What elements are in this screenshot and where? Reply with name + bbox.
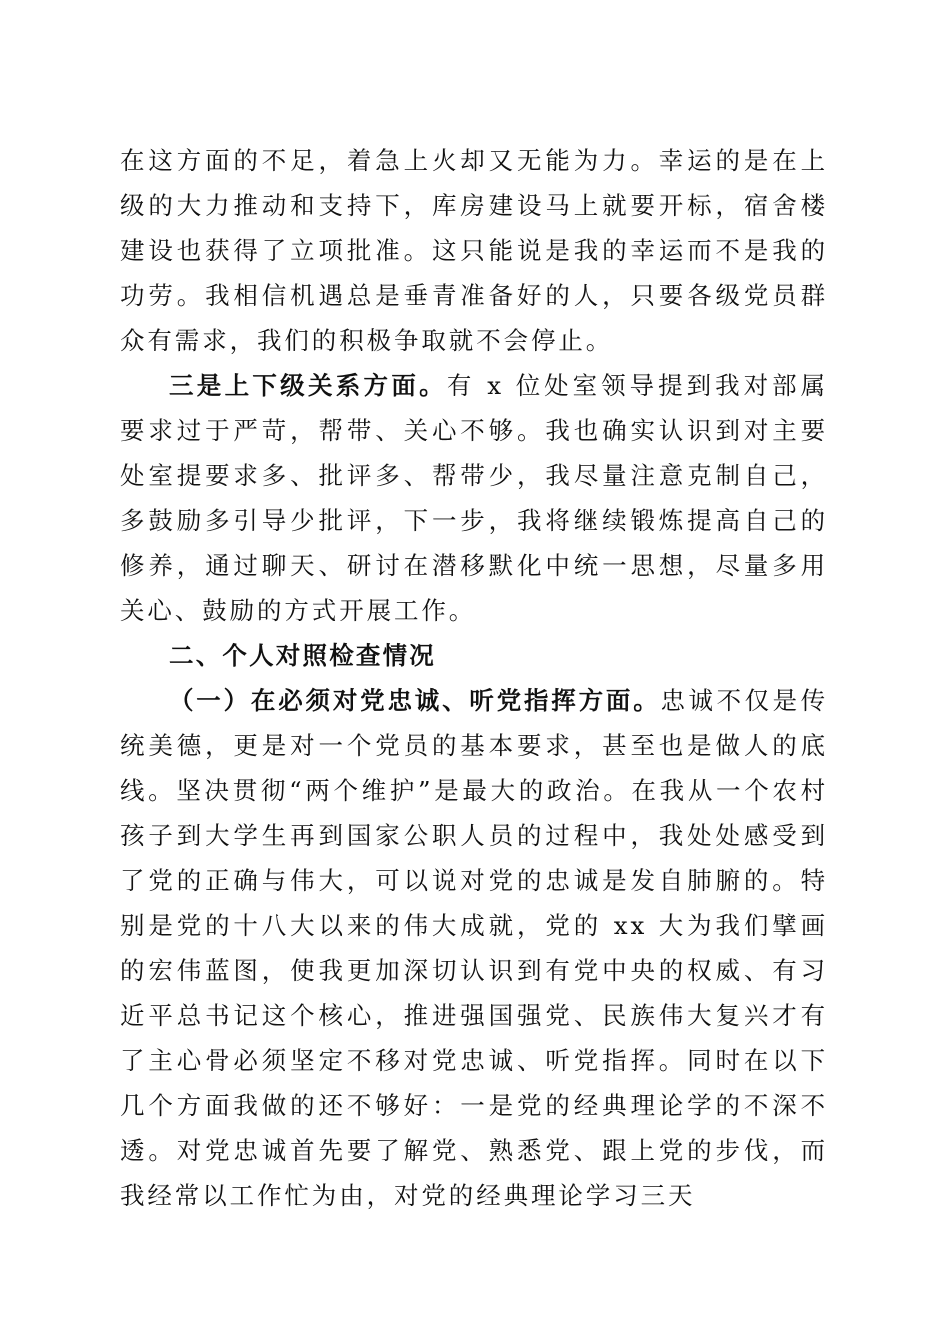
paragraph-loyalty	[120, 678, 828, 1218]
section-heading: 二、个人对照检查情况	[169, 641, 436, 670]
paragraph-lead: 三是上下级关系方面。	[169, 371, 447, 400]
paragraph-superior-subordinate	[120, 363, 828, 633]
paragraph-text: 在这方面的不足，着急上火却又无能为力。幸运的是在上级的大力推动和支持下，库房建设马上就要开标，宿舍楼建设也获得了立项批准。这只能说是我的幸运而不是我的功劳。我相信机遇总是垂青准备好的人，只要各级党员群众有需求，我们的积极争取就不会停止。	[120, 146, 828, 355]
paragraph-continued	[120, 138, 828, 363]
paragraph-text: 有 x 位处室领导提到我对部属要求过于严苛，帮带、关心不够。我也确实认识到对主要处室提要求多、批评多、帮带少，我尽量注意克制自己，多鼓励多引导少批评，下一步，我将继续锻炼提高自己的修养，通过聊天、研讨在潜移默化中统一思想，尽量多用关心、鼓励的方式开展工作。	[120, 371, 828, 625]
document-body	[120, 138, 828, 1218]
paragraph-lead: （一）在必须对党忠诚、听党指挥方面。	[169, 686, 661, 715]
paragraph-text: 忠诚不仅是传统美德，更是对一个党员的基本要求，甚至也是做人的底线。坚决贯彻“两个维护”是最大的政治。在我从一个农村孩子到大学生再到国家公职人员的过程中，我处处感受到了党的正确与伟大，可以说对党的忠诚是发自肺腑的。特别是党的十八大以来的伟大成就，党的 xx 大为我们擘画的宏伟蓝图，使我更加深切认识到有党中央的权威、有习近平总书记这个核心，推进强国强党、民族伟大复兴才有了主心骨必须坚定不移对党忠诚、听党指挥。同时在以下几个方面我做的还不够好：一是党的经典理论学的不深不透。对党忠诚首先要了解党、熟悉党、跟上党的步伐，而我经常以工作忙为由，对党的经典理论学习三天	[120, 686, 828, 1210]
